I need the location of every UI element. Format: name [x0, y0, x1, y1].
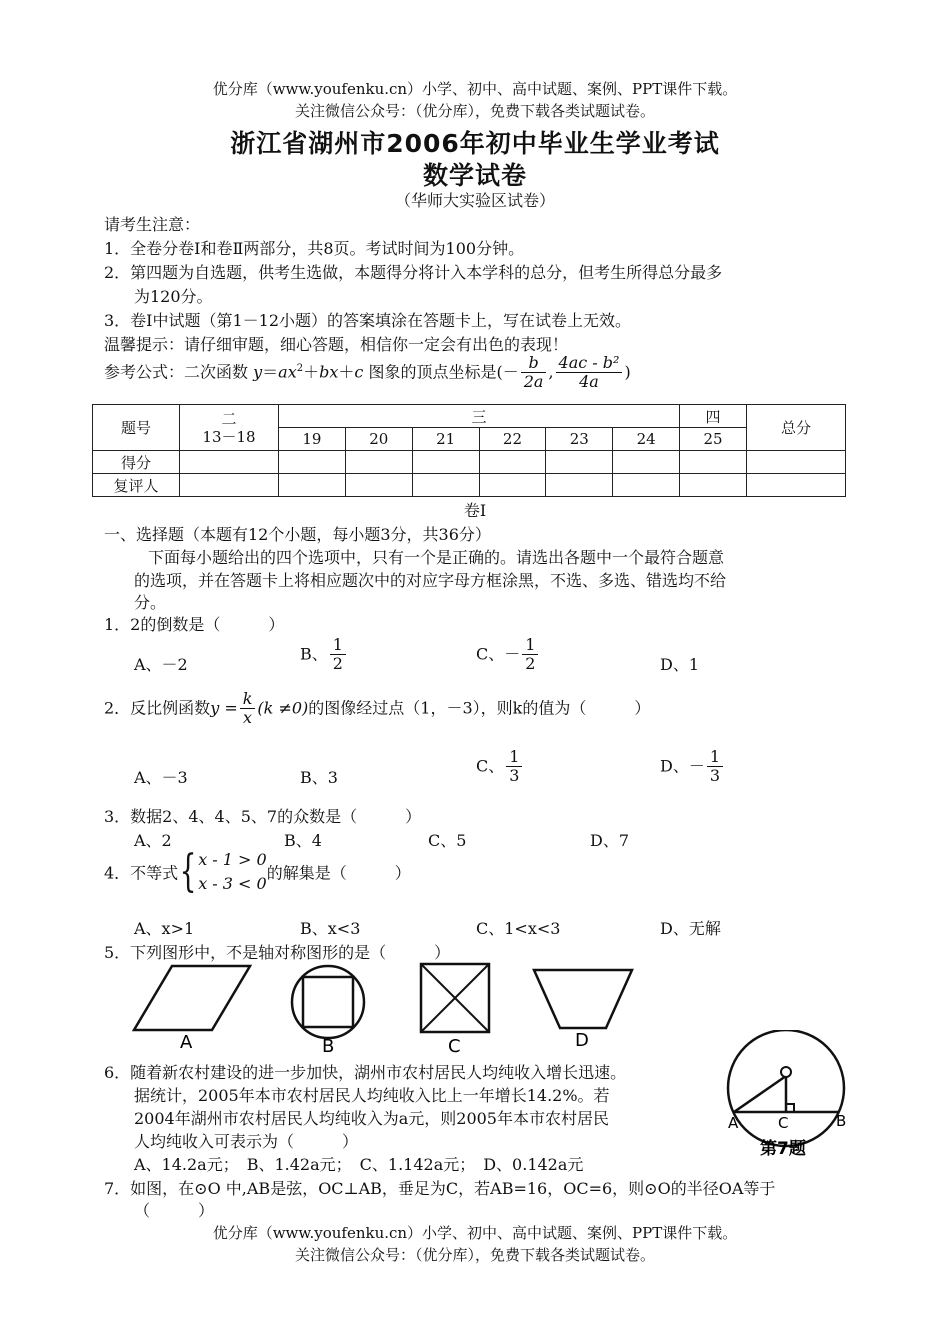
- q7-line-1: 7．如图，在⊙O 中,AB是弦，OC⊥AB，垂足为C，若AB=16，OC=6，则⊙O的半径OA等于: [104, 1179, 776, 1198]
- exam-title: 浙江省湖州市2006年初中毕业生学业考试: [230, 129, 720, 158]
- q4-option-d: D、无解: [660, 919, 721, 938]
- cell-num-22: 22: [479, 428, 546, 451]
- notice-item-2b: 为120分。: [134, 287, 213, 306]
- q3-option-c: C、5: [428, 831, 467, 850]
- cell-num-21: 21: [412, 428, 479, 451]
- formula-mid: 图象的顶点坐标是(－: [368, 362, 519, 382]
- section-instruction-2: 的选项，并在答题卡上将相应题次中的对应字母方框涂黑，不选、多选、错选均不给: [134, 571, 727, 590]
- q1-option-d: D、1: [660, 655, 700, 674]
- figure-b-label: B: [322, 1036, 335, 1056]
- q6-line-2: 据统计，2005年本市农村居民人均纯收入比上一年增长14.2%。若: [134, 1086, 610, 1105]
- exam-note: （华师大实验区试卷）: [394, 191, 555, 210]
- formula-fraction-1: $\frac{b}{2a}$: [521, 354, 547, 392]
- q6-options: A、14.2a元； B、1.42a元； C、1.142a元； D、0.142a元: [134, 1155, 584, 1174]
- header-line-2: 关注微信公众号：（优分库），免费下载各类试题试卷。: [294, 102, 655, 120]
- formula-function: y: [253, 362, 263, 382]
- q4-brace: {: [179, 846, 197, 897]
- q2-option-b: B、3: [300, 768, 338, 787]
- q7-fig-label-b: B: [836, 1112, 847, 1130]
- q4-option-a: A、x>1: [134, 919, 195, 938]
- q4-option-c: C、1<x<3: [476, 919, 561, 938]
- figure-b-circle-square: [292, 966, 364, 1056]
- q4-stem: 4．不等式{ x - 1 > 0 x - 3 < 0 的解集是（ ）: [104, 846, 411, 897]
- q3-option-b: B、4: [284, 831, 322, 850]
- q3-option-a: A、2: [134, 831, 172, 850]
- q7-figure: [722, 1030, 852, 1166]
- cell-num-20: 20: [345, 428, 412, 451]
- q3-option-d: D、7: [590, 831, 630, 850]
- q5-figures: [120, 960, 660, 1056]
- notice-heading: 请考生注意：: [104, 215, 201, 234]
- cell-num-24: 24: [613, 428, 680, 451]
- q3-stem: 3．数据2、4、4、5、7的众数是（ ）: [104, 807, 422, 826]
- q1-stem: 1．2的倒数是（ ）: [104, 615, 285, 634]
- q7-fig-caption: 第7题: [760, 1139, 806, 1159]
- cell-num-19: 19: [279, 428, 346, 451]
- footer-line-2: 关注微信公众号：（优分库），免费下载各类试题试卷。: [294, 1246, 655, 1264]
- section-instruction-1: 下面每小题给出的四个选项中，只有一个是正确的。请选出各题中一个最符合题意: [148, 548, 725, 567]
- section-heading: 一、选择题（本题有12个小题，每小题3分，共36分）: [104, 525, 491, 544]
- cell-section-4: 四: [680, 405, 747, 428]
- exam-subtitle: 数学试卷: [422, 161, 527, 190]
- q4-option-b: B、x<3: [300, 919, 361, 938]
- figure-c-square-diagonals: [421, 964, 489, 1056]
- q2-option-a: A、－3: [134, 768, 188, 787]
- volume-1-label: 卷Ⅰ: [463, 501, 487, 520]
- cell-reviewer-label: 复评人: [93, 474, 180, 497]
- formula-fraction-2: $\frac{\text{4ac - b²}}{4a}$: [556, 354, 623, 392]
- header-line-1: 优分库（www.youfenku.cn）小学、初中、高中试题、案例、PPT课件下载。: [212, 80, 738, 98]
- figure-c-label: C: [448, 1036, 461, 1056]
- figure-d-trapezoid: [534, 970, 632, 1051]
- q7-fig-label-c: C: [778, 1114, 789, 1132]
- formula-prefix: 参考公式：二次函数: [104, 362, 249, 382]
- cell-num-25: 25: [680, 428, 747, 451]
- q2-stem: 2．反比例函数y = $\frac{k}{x}$ (k ≠0)的图像经过点（1，－3），则k的值为（ ）: [104, 689, 651, 728]
- q4-system: x - 1 > 0 x - 3 < 0: [198, 850, 267, 893]
- cell-num-23: 23: [546, 428, 613, 451]
- q1-option-b: B、 $\frac{1}{2}$: [300, 636, 348, 674]
- reference-formula: 参考公式：二次函数 $y=ax^2+bx+c$ 图象的顶点坐标是(－ $\frac{b}{2a}$ , $\frac{\text{4ac - b²}}{4a}$ ): [104, 353, 631, 392]
- figure-a-label: A: [180, 1032, 193, 1053]
- score-table: [92, 404, 846, 497]
- notice-item-2a: 2．第四题为自选题，供考生选做，本题得分将计入本学科的总分，但考生所得总分最多: [104, 263, 723, 282]
- q5-stem: 5．下列图形中，不是轴对称图形的是（ ）: [104, 943, 451, 962]
- figure-a-parallelogram: [134, 966, 250, 1053]
- q6-line-4: 人均纯收入可表示为（ ）: [134, 1132, 359, 1151]
- q1-option-c: C、－ $\frac{1}{2}$: [476, 636, 540, 674]
- q6-line-1: 6．随着新农村建设的进一步加快，湖州市农村居民人均纯收入增长迅速。: [104, 1063, 627, 1082]
- cell-score-label: 得分: [93, 451, 180, 474]
- section-instruction-3: 分。: [134, 593, 167, 612]
- notice-item-3: 3．卷Ⅰ中试题（第1－12小题）的答案填涂在答题卡上，写在试卷上无效。: [104, 311, 632, 330]
- q1-option-a: A、－2: [134, 655, 188, 674]
- cell-total-label: 总分: [747, 405, 846, 451]
- q7-fig-label-a: A: [728, 1114, 739, 1132]
- q2-option-c: C、 $\frac{1}{3}$: [476, 748, 524, 786]
- q7-line-2: （ ）: [134, 1201, 215, 1220]
- figure-d-label: D: [575, 1030, 589, 1051]
- notice-item-1: 1．全卷分卷Ⅰ和卷Ⅱ两部分，共8页。考试时间为100分钟。: [104, 239, 525, 258]
- cell-section-3: 三: [279, 405, 680, 428]
- footer-line-1: 优分库（www.youfenku.cn）小学、初中、高中试题、案例、PPT课件下载。: [212, 1224, 738, 1242]
- q2-option-d: D、－ $\frac{1}{3}$: [660, 748, 725, 786]
- q6-line-3: 2004年湖州市农村居民人均纯收入为a元，则2005年本市农村居民: [134, 1109, 609, 1128]
- cell-section-2: 二 13－18: [180, 405, 279, 451]
- notice-tip: 温馨提示：请仔细审题，细心答题，相信你一定会有出色的表现！: [104, 335, 569, 354]
- cell-qno-label: 题号: [93, 405, 180, 451]
